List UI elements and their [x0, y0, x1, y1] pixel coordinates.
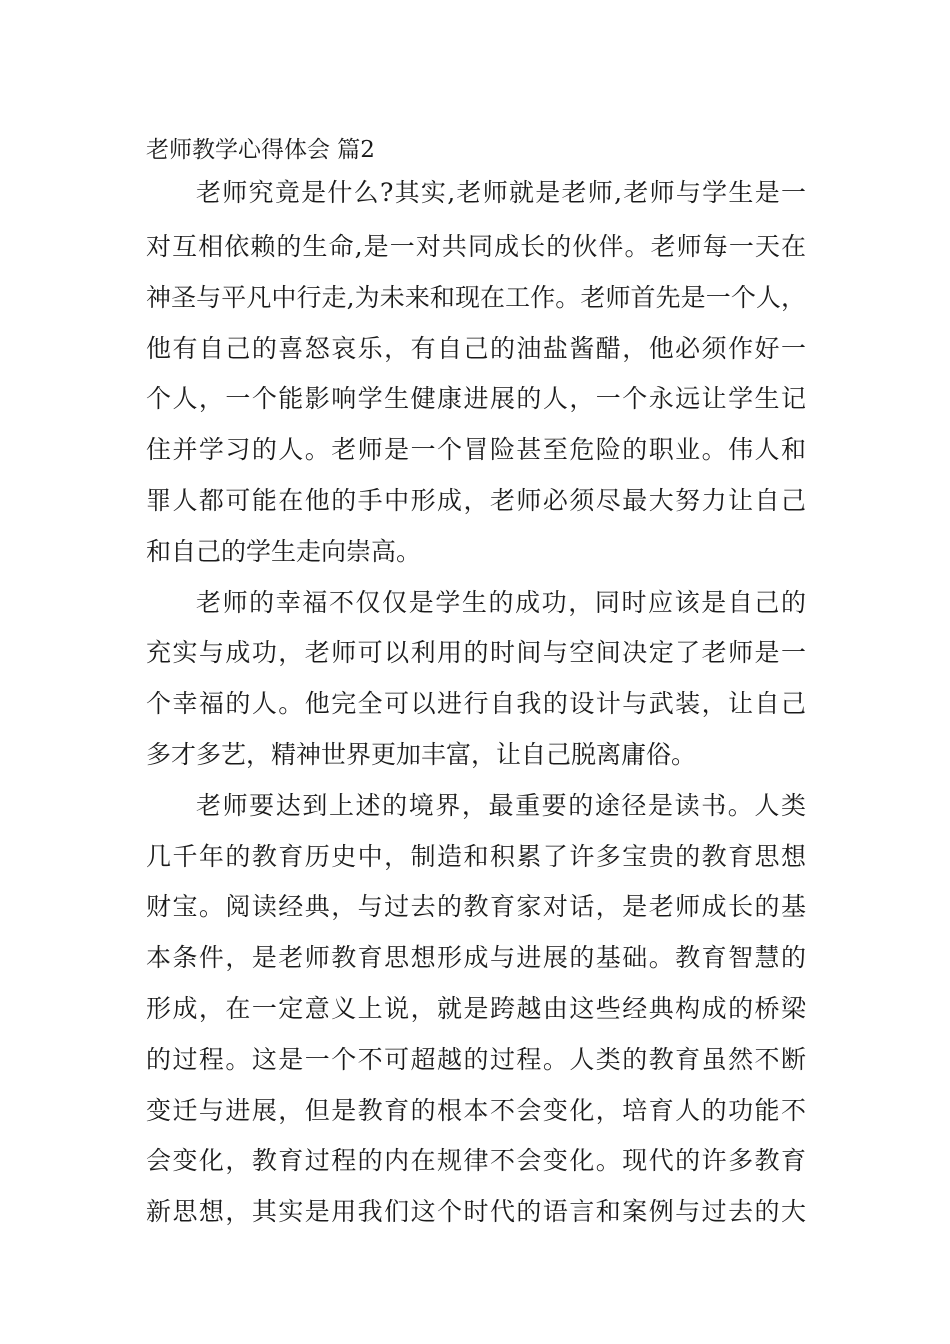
text-line: 个幸福的人。他完全可以进行自我的设计与武装，让自己: [146, 689, 806, 718]
text-line: 老师要达到上述的境界，最重要的途径是读书。人类: [196, 791, 806, 820]
text-line: 多才多艺，精神世界更加丰富，让自己脱离庸俗。: [146, 740, 697, 769]
text-line: 他有自己的喜怒哀乐，有自己的油盐酱醋，他必须作好一: [146, 334, 806, 363]
text-line: 老师的幸福不仅仅是学生的成功，同时应该是自己的: [196, 588, 806, 617]
section-title: 老师教学心得体会 篇2: [146, 137, 375, 163]
text-line: 罪人都可能在他的手中形成，老师必须尽最大努力让自己: [146, 486, 806, 515]
text-line: 几千年的教育历史中，制造和积累了许多宝贵的教育思想: [146, 842, 806, 871]
text-line: 对互相依赖的生命,是一对共同成长的伙伴。老师每一天在: [146, 232, 806, 261]
text-line: 新思想，其实是用我们这个时代的语言和案例与过去的大: [146, 1197, 806, 1226]
text-line: 本条件，是老师教育思想形成与进展的基础。教育智慧的: [146, 943, 806, 972]
text-line: 变迁与进展，但是教育的根本不会变化，培育人的功能不: [146, 1096, 806, 1125]
text-line: 会变化，教育过程的内在规律不会变化。现代的许多教育: [146, 1146, 806, 1175]
text-line: 财宝。阅读经典，与过去的教育家对话，是老师成长的基: [146, 892, 806, 921]
text-line: 形成，在一定意义上说，就是跨越由这些经典构成的桥梁: [146, 994, 806, 1023]
text-line: 老师究竟是什么?其实,老师就是老师,老师与学生是一: [196, 178, 806, 207]
text-line: 神圣与平凡中行走,为未来和现在工作。老师首先是一个人，: [146, 283, 806, 312]
text-line: 住并学习的人。老师是一个冒险甚至危险的职业。伟人和: [146, 435, 806, 464]
text-line: 个人，一个能影响学生健康进展的人，一个永远让学生记: [146, 384, 806, 413]
text-line: 的过程。这是一个不可超越的过程。人类的教育虽然不断: [146, 1045, 806, 1074]
text-line: 和自己的学生走向崇高。: [146, 537, 422, 566]
text-line: 充实与成功，老师可以利用的时间与空间决定了老师是一: [146, 638, 806, 667]
